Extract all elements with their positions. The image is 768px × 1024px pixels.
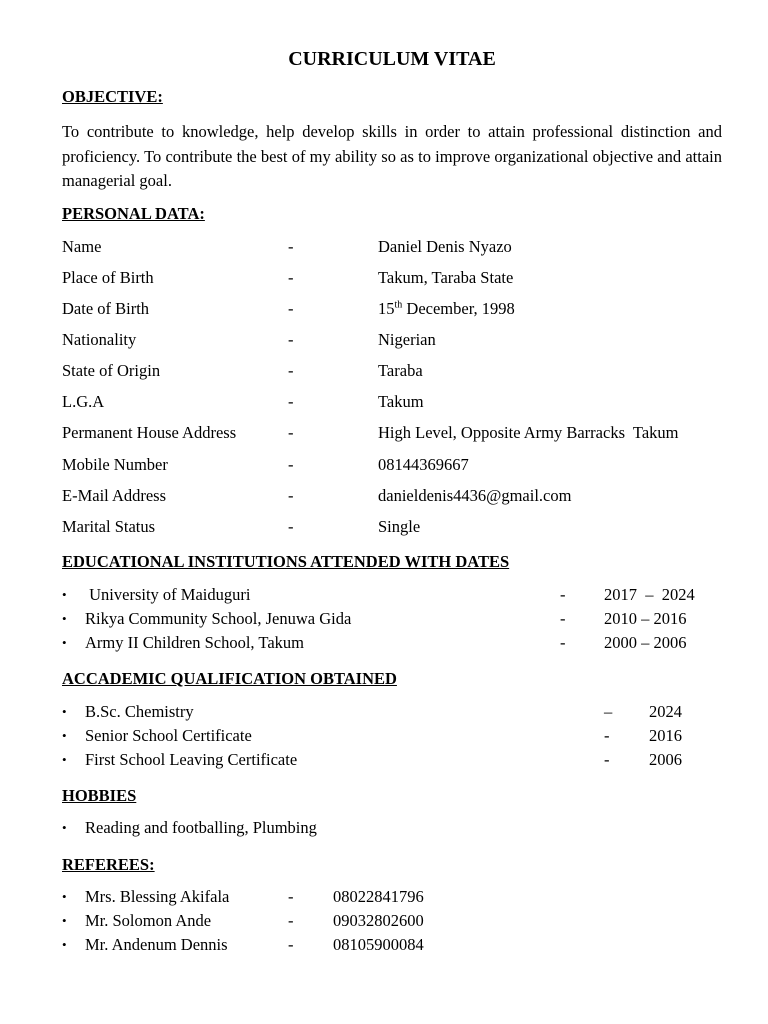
education-separator: -: [560, 585, 566, 604]
referee-item: [0, 934, 768, 956]
personal-label: State of Origin: [62, 361, 161, 380]
personal-label: L.G.A: [62, 392, 105, 411]
referee-phone: 08105900084: [333, 935, 424, 954]
personal-separator: -: [288, 330, 294, 349]
objective-heading: OBJECTIVE:: [62, 87, 163, 106]
personal-value: High Level, Opposite Army Barracks Takum: [378, 423, 679, 442]
hobby-item: [0, 817, 768, 839]
referee-separator: -: [288, 935, 294, 954]
referee-separator: -: [288, 911, 294, 930]
qualification-year: 2024: [649, 702, 682, 721]
personal-label: Place of Birth: [62, 268, 154, 287]
personal-label: Marital Status: [62, 517, 156, 536]
referee-phone: 08022841796: [333, 887, 424, 906]
bullet: •: [62, 820, 67, 835]
dob-month-year: December, 1998: [402, 299, 515, 318]
qualifications-heading: ACCADEMIC QUALIFICATION OBTAINED: [62, 669, 397, 688]
referee-name: Mr. Solomon Ande: [85, 911, 212, 930]
personal-value: Single: [378, 517, 421, 536]
personal-separator: -: [288, 392, 294, 411]
qualification-name: Senior School Certificate: [85, 726, 252, 745]
education-institution: University of Maiduguri: [85, 585, 251, 604]
referee-name: Mr. Andenum Dennis: [85, 935, 228, 954]
personal-label: E-Mail Address: [62, 486, 167, 505]
personal-value: Nigerian: [378, 330, 436, 349]
bullet: •: [62, 728, 67, 743]
personal-row-mobile: [0, 454, 768, 476]
bullet: •: [62, 587, 67, 602]
qualification-separator: -: [604, 726, 610, 745]
personal-row-lga: [0, 391, 768, 413]
qualification-separator: -: [604, 750, 610, 769]
personal-value: Takum, Taraba State: [378, 268, 514, 287]
personal-row-place-of-birth: [0, 267, 768, 289]
personal-value: 08144369667: [378, 455, 469, 474]
bullet: •: [62, 752, 67, 767]
bullet: •: [62, 889, 67, 904]
education-institution: Rikya Community School, Jenuwa Gida: [85, 609, 352, 628]
personal-value: danieldenis4436@gmail.com: [378, 486, 572, 505]
personal-value: [378, 298, 515, 320]
education-separator: -: [560, 633, 566, 652]
qualification-item: [0, 725, 768, 747]
referees-heading: REFEREES:: [62, 855, 155, 874]
personal-row-nationality: [0, 329, 768, 351]
personal-value: Daniel Denis Nyazo: [378, 237, 512, 256]
personal-row-email: [0, 485, 768, 507]
referee-phone: 09032802600: [333, 911, 424, 930]
bullet: •: [62, 704, 67, 719]
personal-separator: -: [288, 268, 294, 287]
education-years: 2010 – 2016: [604, 609, 687, 628]
personal-label: Permanent House Address: [62, 423, 237, 442]
personal-label: Date of Birth: [62, 299, 150, 318]
personal-row-date-of-birth: [0, 298, 768, 320]
referee-item: [0, 910, 768, 932]
personal-separator: -: [288, 423, 294, 442]
personal-separator: -: [288, 299, 294, 318]
personal-data-heading: PERSONAL DATA:: [62, 204, 205, 223]
dob-day: 15: [378, 299, 395, 318]
personal-value: Takum: [378, 392, 424, 411]
bullet: •: [62, 611, 67, 626]
personal-label: Mobile Number: [62, 455, 168, 474]
referee-item: [0, 886, 768, 908]
bullet: •: [62, 937, 67, 952]
qualification-name: B.Sc. Chemistry: [85, 702, 194, 721]
qualification-name: First School Leaving Certificate: [85, 750, 298, 769]
education-years: 2000 – 2006: [604, 633, 687, 652]
hobby-text: Reading and footballing, Plumbing: [85, 818, 317, 837]
objective-text: To contribute to knowledge, help develop skills in order to attain professional distinction and proficiency. To contribute the best of my ability so as to improve organizational objective and attain managerial goal.: [62, 122, 722, 190]
referee-name: Mrs. Blessing Akifala: [85, 887, 230, 906]
education-years: 2017 – 2024: [604, 585, 695, 604]
qualification-item: [0, 749, 768, 771]
qualification-year: 2006: [649, 750, 682, 769]
referee-separator: -: [288, 887, 294, 906]
qualification-separator: –: [604, 702, 613, 721]
hobbies-heading: HOBBIES: [62, 786, 137, 805]
education-heading: EDUCATIONAL INSTITUTIONS ATTENDED WITH DATES: [62, 552, 510, 571]
dob-day-suffix: th: [394, 299, 403, 311]
personal-value: Taraba: [378, 361, 423, 380]
bullet: •: [62, 913, 67, 928]
personal-row-address: [0, 422, 768, 444]
personal-separator: -: [288, 361, 294, 380]
personal-separator: -: [288, 237, 294, 256]
education-item: [0, 584, 768, 606]
education-institution: Army II Children School, Takum: [85, 633, 304, 652]
personal-separator: -: [288, 517, 294, 536]
bullet: •: [62, 635, 67, 650]
personal-separator: -: [288, 486, 294, 505]
personal-label: Name: [62, 237, 102, 256]
education-item: [0, 608, 768, 630]
education-item: [0, 632, 768, 654]
personal-row-state-of-origin: [0, 360, 768, 382]
personal-label: Nationality: [62, 330, 137, 349]
personal-separator: -: [288, 455, 294, 474]
education-separator: -: [560, 609, 566, 628]
personal-row-name: [0, 236, 768, 258]
document-title: CURRICULUM VITAE: [288, 48, 496, 70]
qualification-year: 2016: [649, 726, 682, 745]
personal-row-marital-status: [0, 516, 768, 538]
qualification-item: [0, 701, 768, 723]
